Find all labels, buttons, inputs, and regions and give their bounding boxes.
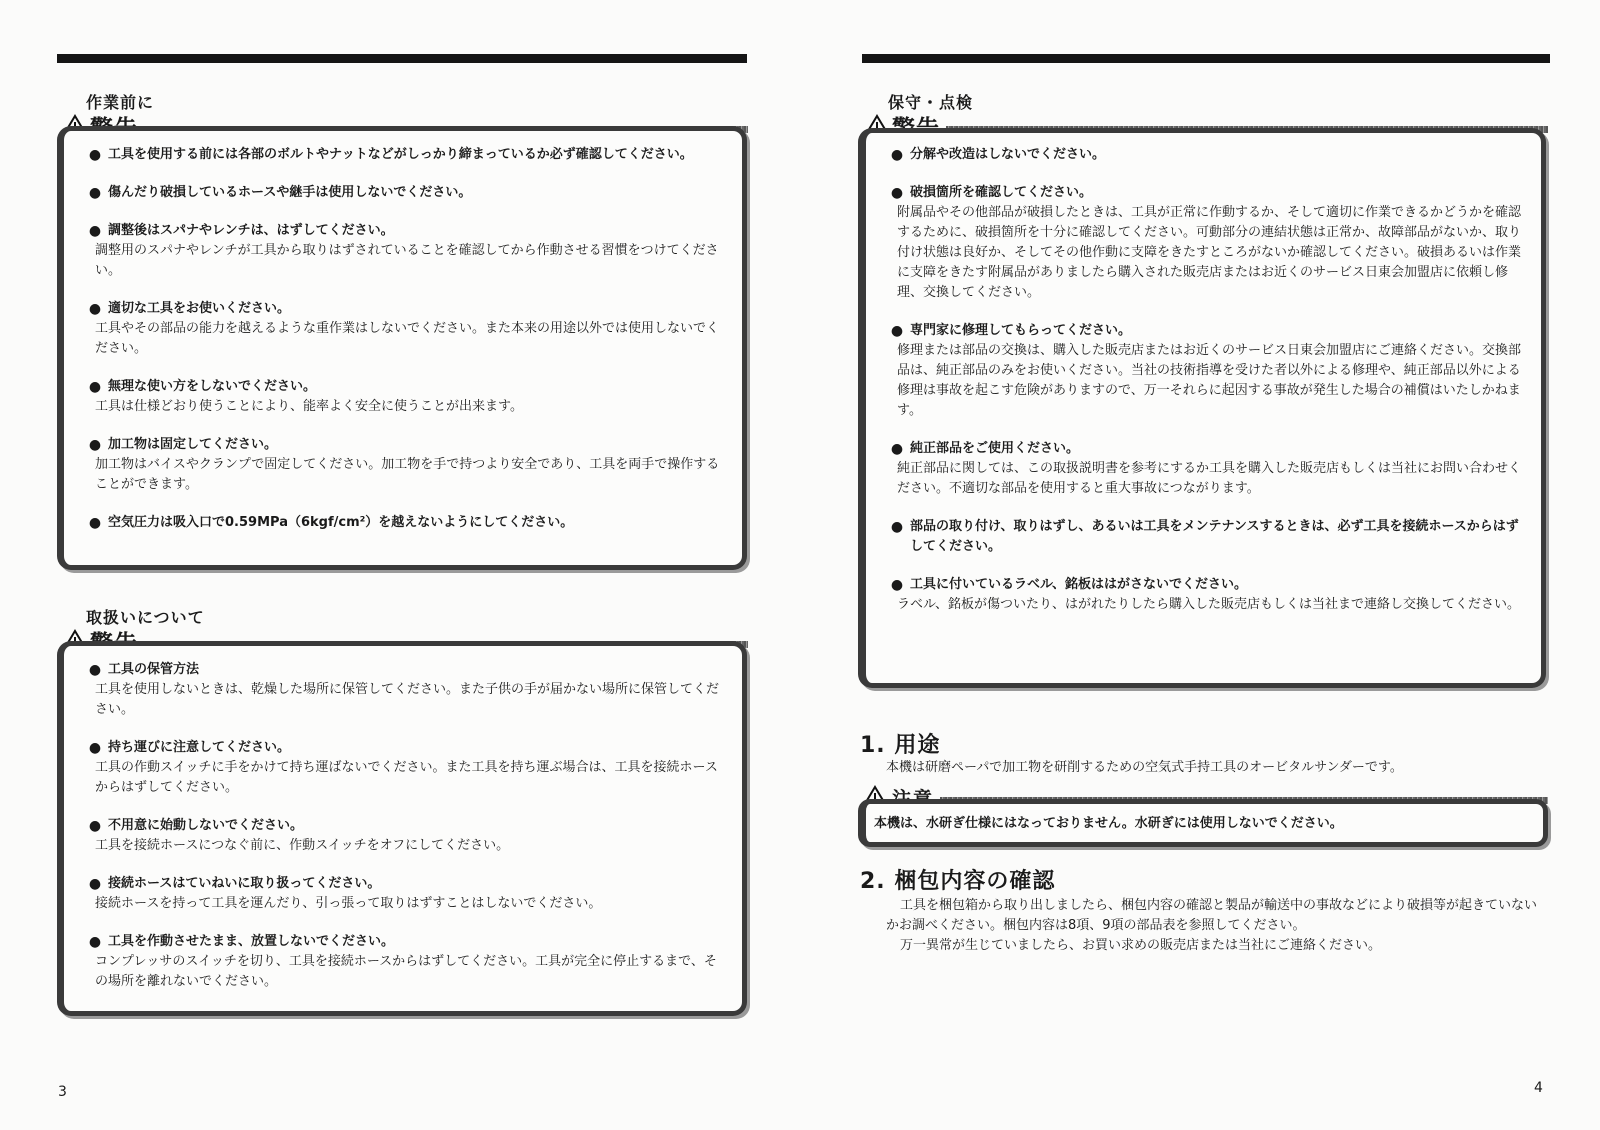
- item-heading-text: 工具を作動させたまま、放置しないでください。: [108, 934, 395, 949]
- heading-use: [860, 728, 940, 759]
- item-heading: [884, 575, 1527, 595]
- item-heading: [82, 660, 726, 680]
- section-title-before-work: 作業前に: [86, 93, 155, 112]
- warning-box-maintenance: [858, 128, 1546, 688]
- item-body: 附属品やその他部品が破損したときは、工具が正常に作動するか、そして適切に作業できるかどうかを確認するために、破損箇所を十分に確認してください。可動部分の連結状態は正常か、故障部品がないか、取り付け状態は良好か、そしてその他作動に支障をきたすところがないか確認してください。破損あるいは作業に支障をきたす附属品がありましたら購入された販売店またはお近くのサービス日東会加盟店に依頼し修理、交換してください。: [897, 205, 1522, 300]
- item-heading: [884, 321, 1527, 341]
- list-item: [884, 575, 1527, 615]
- item-body: 加工物はバイスやクランプで固定してください。加工物を手で持つより安全であり、工具を両手で操作することができます。: [95, 457, 720, 492]
- item-body: 修理または部品の交換は、購入した販売店またはお近くのサービス日東会加盟店にご連絡ください。交換部品は、純正部品のみをお使いください。当社の技術指導を受けた者以外による修理や、純正部品以外による修理は事故を起こす危険がありますので、万一それらに起因する事故が発生した場合の補償はいたしかねます。: [897, 343, 1522, 418]
- item-heading: [884, 517, 1527, 557]
- warning-box-handling: [57, 641, 747, 1016]
- item-body: 工具は仕様どおり使うことにより、能率よく安全に使うことが出来ます。: [95, 399, 523, 414]
- list-item: [82, 738, 726, 798]
- item-body: 工具を使用しないときは、乾燥した場所に保管してください。また子供の手が届かない場所に保管してください。: [95, 682, 720, 717]
- bullet-icon: ●: [88, 818, 102, 834]
- list-item: [82, 435, 726, 495]
- heading-number: 1.: [860, 733, 886, 758]
- list-item: [82, 513, 726, 533]
- page-number: 3: [58, 1084, 67, 1100]
- item-heading-text: 破損箇所を確認してください。: [910, 185, 1093, 200]
- right-page: [800, 0, 1600, 1130]
- bullet-icon: ●: [88, 379, 102, 395]
- item-heading-text: 不用意に始動しないでください。: [108, 818, 304, 833]
- bullet-icon: ●: [88, 740, 102, 756]
- item-body: 調整用のスパナやレンチが工具から取りはずされていることを確認してから作動させる習慣をつけてください。: [95, 243, 719, 278]
- use-text: 本機は研磨ペーパで加工物を研削するための空気式手持工具のオービタルサンダーです。: [886, 760, 1403, 775]
- item-heading-text: 部品の取り付け、取りはずし、あるいは工具をメンテナンスするときは、必ず工具を接続ホースからはずしてください。: [910, 519, 1519, 554]
- bullet-icon: ●: [890, 185, 904, 201]
- item-heading: [82, 435, 726, 455]
- bullet-icon: ●: [88, 437, 102, 453]
- list-item: [82, 874, 726, 914]
- item-heading-text: 無理な使い方をしないでください。: [108, 379, 317, 394]
- item-heading-text: 傷んだり破損しているホースや継手は使用しないでください。: [108, 185, 472, 200]
- list-item: [884, 321, 1527, 421]
- list-item: [82, 377, 726, 417]
- list-item: [82, 299, 726, 359]
- item-heading: [884, 145, 1527, 165]
- list-item: [82, 221, 726, 281]
- item-heading-text: 純正部品をご使用ください。: [910, 441, 1080, 456]
- bullet-icon: ●: [890, 577, 904, 593]
- item-heading: [82, 816, 726, 836]
- list-item: [884, 439, 1527, 499]
- item-heading-text: 専門家に修理してもらってください。: [910, 323, 1132, 338]
- bullet-icon: ●: [88, 662, 102, 678]
- item-body: 純正部品に関しては、この取扱説明書を参考にするか工具を購入した販売店もしくは当社にお問い合わせください。不適切な部品を使用すると重大事故につながります。: [897, 461, 1522, 496]
- heading-title: 梱包内容の確認: [894, 869, 1056, 894]
- bullet-icon: ●: [88, 301, 102, 317]
- bullet-icon: ●: [890, 147, 904, 163]
- list-item: [884, 183, 1527, 303]
- section-title-maintenance: 保守・点検: [888, 93, 974, 112]
- item-heading: [82, 183, 726, 203]
- top-rule: [862, 54, 1550, 63]
- list-item: [82, 932, 726, 992]
- item-heading: [82, 738, 726, 758]
- item-heading-text: 分解や改造はしないでください。: [910, 147, 1106, 162]
- item-heading-text: 工具の保管方法: [108, 662, 200, 677]
- bullet-icon: ●: [88, 515, 102, 531]
- item-heading: [82, 513, 726, 533]
- bullet-icon: ●: [890, 519, 904, 535]
- item-heading: [82, 221, 726, 241]
- list-item: [82, 660, 726, 720]
- item-heading-text: 工具に付いているラベル、銘板ははがさないでください。: [910, 577, 1247, 592]
- caution-text: 本機は、水研ぎ仕様にはなっておりません。水研ぎには使用しないでください。: [874, 816, 1343, 831]
- contents-text: 工具を梱包箱から取り出しましたら、梱包内容の確認と製品が輸送中の事故などにより破損等が起きていないかお調べください。梱包内容は8項、9項の部品表を参照してください。: [886, 898, 1538, 933]
- item-body: 工具やその部品の能力を越えるような重作業はしないでください。また本来の用途以外では使用しないでください。: [95, 321, 720, 356]
- top-rule: [57, 54, 747, 63]
- item-heading-text: 空気圧力は吸入口で0.59MPa（6kgf/cm²）を越えないようにしてください。: [108, 515, 574, 530]
- caution-box: [858, 799, 1548, 847]
- item-heading: [82, 932, 726, 952]
- bullet-icon: ●: [88, 223, 102, 239]
- contents-text-2: 万一異常が生じていましたら、お買い求めの販売店または当社にご連絡ください。: [900, 938, 1382, 953]
- item-heading-text: 工具を使用する前には各部のボルトやナットなどがしっかり締まっているか必ず確認してください。: [108, 147, 693, 162]
- item-heading: [884, 183, 1527, 203]
- item-heading-text: 適切な工具をお使いください。: [108, 301, 291, 316]
- bullet-icon: ●: [88, 147, 102, 163]
- item-heading: [884, 439, 1527, 459]
- item-body: 工具の作動スイッチに手をかけて持ち運ばないでください。また工具を持ち運ぶ場合は、工具を接続ホースからはずしてください。: [95, 760, 718, 795]
- item-body: コンプレッサのスイッチを切り、工具を接続ホースからはずしてください。工具が完全に停止するまで、その場所を離れないでください。: [95, 954, 717, 989]
- item-heading-text: 調整後はスパナやレンチは、はずしてください。: [108, 223, 394, 238]
- item-heading-text: 加工物は固定してください。: [108, 437, 278, 452]
- item-heading: [82, 377, 726, 397]
- item-body: 接続ホースを持って工具を運んだり、引っ張って取りはずすことはしないでください。: [95, 896, 602, 911]
- bullet-icon: ●: [890, 441, 904, 457]
- bullet-icon: ●: [88, 876, 102, 892]
- list-item: [884, 517, 1527, 557]
- heading-title: 用途: [894, 733, 941, 758]
- item-body: 工具を接続ホースにつなぐ前に、作動スイッチをオフにしてください。: [95, 838, 510, 853]
- list-item: [82, 183, 726, 203]
- list-item: [884, 145, 1527, 165]
- item-heading: [82, 299, 726, 319]
- section-title-handling: 取扱いについて: [86, 608, 205, 627]
- item-heading-text: 接続ホースはていねいに取り扱ってください。: [108, 876, 381, 891]
- item-heading: [82, 874, 726, 894]
- page-number: 4: [1534, 1080, 1543, 1096]
- bullet-icon: ●: [890, 323, 904, 339]
- heading-number: 2.: [860, 869, 886, 894]
- bullet-icon: ●: [88, 185, 102, 201]
- list-item: [82, 816, 726, 856]
- heading-contents: [860, 864, 1055, 895]
- warning-box-before-work: [57, 126, 747, 570]
- list-item: [82, 145, 726, 165]
- bullet-icon: ●: [88, 934, 102, 950]
- item-body: ラベル、銘板が傷ついたり、はがれたりしたら購入した販売店もしくは当社まで連絡し交換してください。: [897, 597, 1520, 612]
- item-heading: [82, 145, 726, 165]
- item-heading-text: 持ち運びに注意してください。: [108, 740, 291, 755]
